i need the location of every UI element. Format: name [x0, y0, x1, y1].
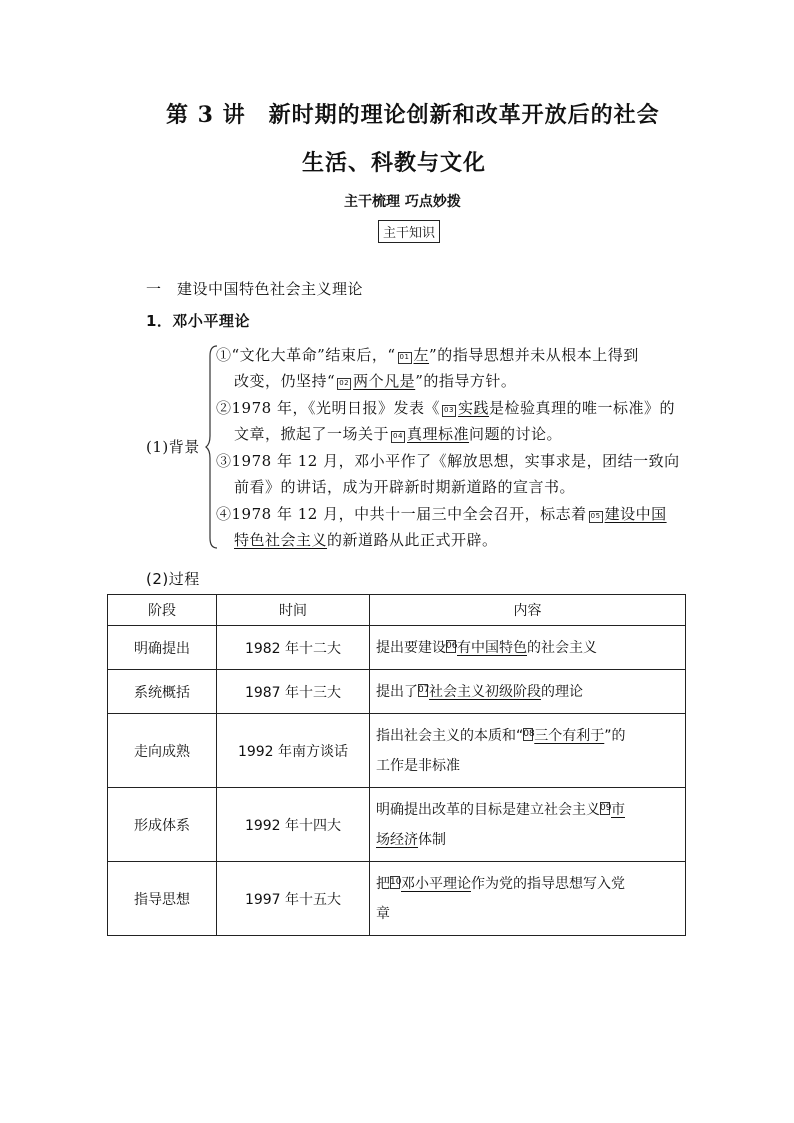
answer-text: 邓小平理论: [401, 875, 471, 892]
answer-text: 真理标准: [407, 425, 470, 443]
answer-text: 特色社会主义: [234, 531, 328, 549]
background-text: 前看》的讲话，成为开辟新时期新道路的宣言书。: [234, 478, 576, 496]
cell-stage: 走向成熟: [108, 714, 217, 788]
blank-number: 10: [390, 876, 402, 887]
answer-wrap: [600, 802, 611, 818]
process-label: (2)过程: [146, 570, 200, 588]
content-text: ”的: [604, 727, 626, 744]
background-line: [234, 370, 516, 391]
subsection-text: 1．邓小平理论: [146, 312, 250, 330]
background-text: ②1978 年，《光明日报》发表《: [216, 399, 440, 417]
cell-time: 1987 年十三大: [217, 670, 370, 714]
content-text: 指出社会主义的本质和“: [376, 727, 524, 744]
cell-content: [370, 714, 686, 788]
background-text: 的新道路从此正式开辟。: [327, 531, 498, 549]
background-line: [234, 476, 575, 497]
cell-content: [370, 862, 686, 936]
answer-text: 两个凡是: [353, 372, 416, 390]
background-line: [216, 397, 675, 418]
subtitle: 主干梳理 巧点妙拨: [344, 194, 461, 210]
background-text: ①“文化大革命”结束后，“: [216, 346, 396, 364]
background-text: ③1978 年 12 月，邓小平作了《解放思想，实事求是，团结一致向: [216, 452, 680, 470]
answer-wrap: [523, 728, 534, 744]
answer-wrap: [446, 640, 457, 656]
background-text: ”的指导方针。: [415, 372, 517, 390]
cell-time: 1982 年十二大: [217, 626, 370, 670]
answer-text: 左: [413, 346, 430, 364]
answer-text: 建设中国: [604, 505, 667, 523]
cell-content: [370, 626, 686, 670]
table-row: [108, 862, 686, 936]
table-row: [108, 714, 686, 788]
lesson-title-line2: 生活、科教与文化: [302, 150, 487, 176]
section-heading: 一 建设中国特色社会主义理论: [146, 280, 364, 298]
header-stage: 阶段: [108, 595, 217, 626]
background-line: [216, 344, 639, 365]
cell-stage: 形成体系: [108, 788, 217, 862]
content-text: 体制: [418, 831, 446, 848]
cell-time: 1992 年南方谈话: [217, 714, 370, 788]
content-text: 章: [376, 905, 390, 922]
watermark: [600, 760, 606, 784]
cell-stage: 系统概括: [108, 670, 217, 714]
header-time: 时间: [217, 595, 370, 626]
answer-text: 市: [611, 801, 625, 818]
table-row: [108, 788, 686, 862]
table-row: [108, 670, 686, 714]
blank-number: 06: [446, 640, 458, 651]
answer-text: 实践: [457, 399, 489, 417]
background-label: (1)背景: [146, 438, 200, 456]
cell-content: [370, 670, 686, 714]
background-text: 问题的讨论。: [469, 425, 563, 443]
background-line: [234, 423, 562, 444]
background-line: [216, 503, 667, 524]
content-text: 明确提出改革的目标是建立社会主义: [376, 801, 600, 818]
blank-number: 05: [589, 511, 603, 523]
background-text: ④1978 年 12 月，中共十一届三中全会召开，标志着: [216, 505, 587, 523]
content-text: 提出要建设: [376, 639, 446, 656]
content-text: 提出了: [376, 683, 418, 700]
lesson-title-line1: 第 3 讲 新时期的理论创新和改革开放后的社会: [166, 102, 660, 128]
background-text: 文章，掀起了一场关于: [234, 425, 390, 443]
background-line: [234, 529, 498, 550]
cell-stage: 明确提出: [108, 626, 217, 670]
background-text: 改变，仍坚持“: [234, 372, 336, 390]
cell-content: [370, 788, 686, 862]
answer-wrap: [418, 684, 429, 700]
background-text: ”的指导思想并未从根本上得到: [429, 346, 639, 364]
answer-text: 三个有利于: [534, 727, 605, 744]
background-text: 是检验真理的唯一标准》的: [488, 399, 675, 417]
content-text: 作为党的指导思想写入党: [471, 875, 625, 892]
table-header-row: [108, 595, 686, 626]
header-content: 内容: [370, 595, 686, 626]
cell-time: 1992 年十四大: [217, 788, 370, 862]
blank-number: 04: [391, 431, 405, 443]
content-text: 把: [376, 875, 390, 892]
background-line: [216, 450, 680, 471]
answer-text: 社会主义初级阶段: [429, 683, 541, 700]
cell-time: 1997 年十五大: [217, 862, 370, 936]
answer-wrap: [390, 876, 401, 892]
answer-text: 有中国特色: [457, 639, 527, 656]
subsection-heading: [146, 310, 250, 331]
blank-number: 07: [418, 684, 430, 695]
blank-number: 03: [442, 405, 456, 417]
answer-text: 场经济: [376, 831, 418, 848]
boxed-label: 主干知识: [378, 220, 440, 243]
blank-number: 01: [398, 352, 412, 364]
blank-number: 08: [523, 728, 535, 739]
content-text: 工作是非标准: [376, 757, 460, 774]
table-row: [108, 626, 686, 670]
content-text: 的社会主义: [527, 639, 597, 656]
content-text: 的理论: [541, 683, 583, 700]
blank-number: 02: [337, 378, 351, 390]
blank-number: 09: [600, 802, 612, 813]
cell-stage: 指导思想: [108, 862, 217, 936]
